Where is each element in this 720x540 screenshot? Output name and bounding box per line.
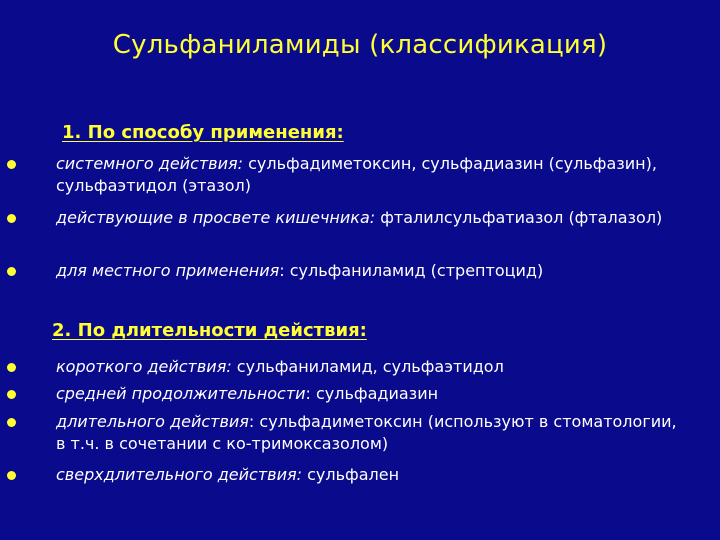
- bullet-icon: [7, 418, 16, 427]
- item-term: длительного действия: [56, 412, 249, 431]
- item-text: сульфаниламид, сульфаэтидол: [231, 357, 504, 376]
- slide-title: Сульфаниламиды (классификация): [112, 30, 608, 60]
- item-term: средней продолжительности: [56, 384, 306, 403]
- bullet-icon: [7, 267, 16, 276]
- item-term: короткого действия:: [56, 357, 232, 376]
- bullet-icon: [7, 160, 16, 169]
- item-text: : сульфадиазин: [305, 384, 439, 403]
- item-term: для местного применения: [56, 261, 280, 280]
- bullet-icon: [7, 471, 16, 480]
- item-term: системного действия:: [56, 154, 244, 173]
- section-heading-duration: 2. По длительности действия:: [52, 320, 367, 341]
- bullet-icon: [7, 390, 16, 399]
- section-heading-application: 1. По способу применения:: [62, 122, 344, 143]
- bullet-icon: [7, 214, 16, 223]
- item-text: сульфален: [302, 465, 400, 484]
- item-term: сверхдлительного действия:: [56, 465, 302, 484]
- item-text: сульфадиметоксин, сульфадиазин (сульфазин), сульфаэтидол (этазол): [56, 154, 657, 195]
- item-term: действующие в просвете кишечника:: [56, 208, 376, 227]
- bullet-icon: [7, 363, 16, 372]
- item-text: : сульфадиметоксин (используют в стоматологии, в т.ч. в сочетании с ко-тримоксазолом): [56, 412, 677, 453]
- item-text: фталилсульфатиазол (фталазол): [375, 208, 663, 227]
- item-text: : сульфаниламид (стрептоцид): [279, 261, 544, 280]
